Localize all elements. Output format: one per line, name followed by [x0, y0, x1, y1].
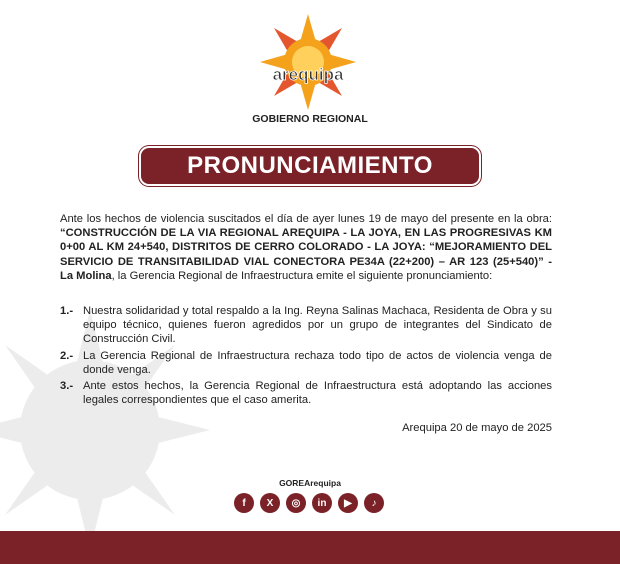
item-number: 3.- [60, 380, 74, 393]
points-list [60, 304, 552, 409]
linkedin-icon[interactable]: in [312, 493, 332, 513]
item-number: 1.- [60, 305, 74, 317]
list-item [60, 349, 552, 377]
intro-paragraph [60, 212, 552, 283]
intro-tail: , la Gerencia Regional de Infraestructura emite el siguiente pronunciamiento: [111, 269, 493, 282]
footer-bar [0, 531, 620, 564]
item-number: 2.- [60, 349, 74, 362]
list-item [60, 304, 552, 347]
x-icon[interactable]: X [260, 493, 280, 513]
item-text: Ante estos hechos, la Gerencia Regional de Infraestructura está adoptando las acciones legales correspondientes que el caso amerita. [83, 380, 552, 407]
list-item [60, 379, 552, 407]
arequipa-logo [258, 12, 358, 112]
date-line: Arequipa 20 de mayo de 2025 [402, 422, 552, 434]
organization-name: GOBIERNO REGIONAL [252, 113, 368, 125]
item-text: La Gerencia Regional de Infraestructura rechaza todo tipo de actos de violencia venga de donde venga. [83, 349, 552, 376]
tiktok-icon[interactable]: ♪ [364, 493, 384, 513]
social-icons [234, 493, 384, 513]
social-handle[interactable]: GOREArequipa [279, 478, 341, 488]
title-banner [141, 148, 479, 184]
youtube-icon[interactable]: ▶ [338, 493, 358, 513]
project-name: “CONSTRUCCIÓN DE LA VIA REGIONAL AREQUIPA - LA JOYA, EN LAS PROGRESIVAS KM 0+00 AL KM 24+540, DISTRITOS DE CERRO COLORADO - LA JOYA: “MEJORAMIENTO DEL SERVICIO DE TRANSITABILIDAD VIAL CONECTORA PE34A (22+200) – AR 123 (25+540)” - La Molina [60, 227, 552, 282]
instagram-icon[interactable]: ◎ [286, 493, 306, 513]
item-text: Nuestra solidaridad y total respaldo a la Ing. Reyna Salinas Machaca, Residenta de Obra y su equipo técnico, quienes fueron agredidos por un grupo de integrantes del Sindicato de Construcción Civil. [83, 305, 552, 346]
intro-lead: Ante los hechos de violencia suscitados el día de ayer lunes 19 de mayo del presente en la obra: [60, 213, 552, 225]
logo-wordmark: arequipa [272, 65, 344, 84]
facebook-icon[interactable]: f [234, 493, 254, 513]
page-title: PRONUNCIAMIENTO [187, 152, 433, 179]
